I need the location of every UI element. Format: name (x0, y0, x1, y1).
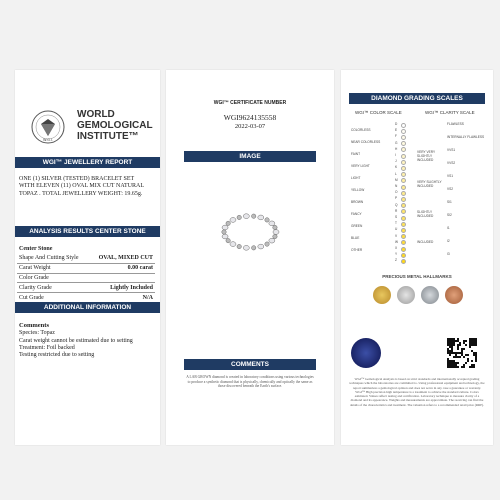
qr-module (463, 340, 465, 342)
bracelet-image (220, 210, 280, 265)
bracelet-link (265, 242, 269, 246)
qr-module (463, 356, 465, 358)
qr-module (447, 342, 449, 344)
color-grade-letter: D (395, 122, 398, 126)
clarity-grade: VS2 (447, 187, 454, 191)
color-grade-letter: J (395, 159, 397, 164)
qr-module (451, 366, 453, 368)
clarity-grade: SI1 (447, 200, 452, 204)
clarity-group-label: SLIGHTLY INCLUDED (417, 210, 434, 218)
qr-module (471, 366, 473, 368)
color-grade-letter: Q (395, 202, 398, 207)
clarity-grade: SI2 (447, 213, 452, 217)
color-swatch (401, 203, 406, 208)
qr-module (455, 356, 457, 358)
qr-module (471, 342, 473, 344)
clarity-group-label: INCLUDED (417, 240, 434, 244)
qr-module (451, 342, 453, 344)
org-line: INSTITUTE™ (77, 131, 139, 142)
report-panel (15, 70, 160, 445)
grading-scales-title: DIAMOND GRADING SCALES (349, 93, 485, 104)
qr-module (451, 350, 453, 352)
color-swatch (401, 234, 406, 239)
cert-number: WGI9624135558 (223, 113, 277, 122)
color-group-label: BLUE (351, 236, 360, 240)
logo-text: W.G.I. (43, 138, 53, 142)
qr-module (475, 344, 477, 346)
hallmarks-title: PRECIOUS METAL HALLMARKS (382, 274, 452, 279)
qr-module (451, 352, 453, 354)
qr-module (449, 366, 451, 368)
color-group-label: OTHER (351, 248, 363, 252)
comment-line: Carat weight cannot be estimated due to setting (19, 337, 133, 344)
qr-module (473, 354, 475, 356)
qr-module (455, 340, 457, 342)
bracelet-link (273, 230, 279, 235)
qr-module (451, 362, 453, 364)
qr-module (473, 364, 475, 366)
color-swatch (401, 209, 406, 214)
bracelet-link (258, 215, 264, 220)
color-group-label: GREEN (351, 224, 363, 228)
qr-module (465, 340, 467, 342)
qr-module (473, 342, 475, 344)
comment-line: Testing restricted due to setting (19, 352, 95, 359)
comment-line: Species: Topaz (19, 330, 55, 337)
color-swatch (401, 166, 406, 171)
color-swatch (401, 197, 406, 202)
color-grade-letter: N (395, 184, 398, 188)
qr-module (455, 352, 457, 354)
color-swatch (401, 147, 406, 152)
qr-module (471, 340, 473, 342)
qr-module (449, 354, 451, 356)
qr-module (449, 338, 451, 340)
qr-module (447, 362, 449, 364)
qr-module (471, 344, 473, 346)
color-grade-letter: V (395, 233, 398, 238)
qr-module (469, 344, 471, 346)
spec-label: Color Grade (17, 273, 89, 283)
qr-code-icon (447, 338, 477, 368)
table-row (17, 263, 155, 273)
qr-module (451, 348, 453, 350)
color-grade-letter: M (395, 177, 398, 182)
qr-module (449, 352, 451, 354)
qr-module (461, 348, 463, 350)
qr-module (457, 340, 459, 342)
disclaimer-text: A LAB GROWN diamond is created in laboratory conditions using various technologies to produce a synthetic diamond that is physically, chemically and optically the same as those discovered beneath the Earth's surface. (186, 375, 314, 389)
qr-module (453, 338, 455, 340)
color-swatch (401, 185, 406, 190)
qr-module (475, 360, 477, 362)
qr-module (473, 340, 475, 342)
color-grade-letter: I (395, 153, 396, 157)
qr-module (447, 338, 449, 340)
qr-module (451, 360, 453, 362)
bracelet-link (258, 244, 264, 249)
bracelet-link (265, 218, 269, 222)
qr-module (459, 344, 461, 346)
spec-value: Lightly Included (89, 283, 155, 293)
bracelet-link (252, 214, 256, 218)
color-grade-letter: R (395, 208, 398, 213)
qr-module (457, 366, 459, 368)
color-swatch (401, 259, 406, 264)
qr-module (453, 344, 455, 346)
color-swatch (401, 178, 406, 183)
color-group-label: BROWN (351, 200, 364, 204)
qr-module (473, 338, 475, 340)
gold-hallmark-icon (373, 286, 391, 304)
qr-module (447, 358, 449, 360)
color-swatch (401, 216, 406, 221)
table-row (17, 283, 155, 293)
qr-module (459, 352, 461, 354)
qr-module (449, 346, 451, 348)
qr-module (455, 366, 457, 368)
comments-section (19, 322, 133, 359)
qr-module (449, 362, 451, 364)
color-grade-letter: S (395, 215, 398, 219)
spec-value: 0.00 carat (89, 263, 155, 273)
clarity-scale-title: WGI™ CLARITY SCALE (425, 110, 475, 115)
hologram-seal-icon (351, 338, 381, 368)
qr-module (451, 344, 453, 346)
clarity-grade: VVS2 (447, 161, 456, 165)
qr-module (469, 346, 471, 348)
bracelet-link (243, 245, 249, 250)
bracelet-link (226, 221, 230, 225)
color-group-label: COLORLESS (351, 128, 371, 132)
color-swatch (401, 135, 406, 140)
qr-module (453, 340, 455, 342)
color-swatch (401, 123, 406, 128)
qr-module (463, 348, 465, 350)
qr-module (449, 342, 451, 344)
clarity-grade: FLAWLESS (447, 122, 464, 126)
table-row (17, 293, 155, 303)
qr-module (475, 342, 477, 344)
comments-label: Comments (19, 322, 49, 329)
qr-module (475, 358, 477, 360)
qr-module (457, 346, 459, 348)
color-group-label: FAINT (351, 152, 361, 156)
qr-module (463, 342, 465, 344)
color-swatch (401, 253, 406, 258)
analysis-title: ANALYSIS RESULTS CENTER STONE (15, 226, 160, 237)
qr-module (451, 338, 453, 340)
clarity-grade: I2 (447, 239, 450, 243)
qr-module (457, 362, 459, 364)
clarity-group-label: VERY VERY SLIGHTLY INCLUDED (417, 150, 436, 162)
qr-module (465, 354, 467, 356)
color-grade-letter: H (395, 146, 398, 151)
center-stone-label: Center Stone (19, 246, 53, 252)
org-line: GEMOLOGICAL (77, 120, 153, 131)
qr-module (475, 356, 477, 358)
color-grade-letter: Y (395, 252, 398, 257)
qr-module (447, 340, 449, 342)
bracelet-link (222, 225, 228, 230)
spec-label: Shape And Cutting Style (17, 254, 89, 263)
qr-module (475, 338, 477, 340)
qr-module (449, 340, 451, 342)
item-description (19, 176, 156, 198)
color-grade-letter: T (395, 221, 397, 226)
bracelet-link (237, 215, 241, 219)
qr-module (457, 352, 459, 354)
qr-module (469, 338, 471, 340)
color-swatch (401, 129, 406, 134)
color-group-label: FANCY (351, 212, 362, 216)
description-line: WITH ELEVEN (11) OVAL MIX CUT NATURAL (19, 183, 144, 190)
bracelet-link (226, 238, 230, 242)
qr-module (467, 360, 469, 362)
qr-module (455, 354, 457, 356)
qr-module (473, 366, 475, 368)
qr-module (475, 352, 477, 354)
color-swatch (401, 160, 406, 165)
qr-module (455, 364, 457, 366)
color-group-label: LIGHT (351, 176, 361, 180)
spec-value (89, 273, 155, 283)
qr-module (449, 350, 451, 352)
bracelet-link (273, 234, 277, 238)
rose-gold-hallmark-icon (445, 286, 463, 304)
wgi-logo (31, 110, 65, 144)
org-name (77, 109, 153, 142)
platinum-hallmark-icon (421, 286, 439, 304)
color-scale-title: WGI™ COLOR SCALE (355, 110, 402, 115)
qr-module (449, 344, 451, 346)
qr-module (467, 358, 469, 360)
comments-title: COMMENTS (184, 359, 316, 370)
bracelet-link (269, 221, 275, 226)
qr-module (447, 348, 449, 350)
qr-module (451, 340, 453, 342)
comment-line: Treatment: Foil backed (19, 344, 75, 351)
additional-info-title: ADDITIONAL INFORMATION (15, 302, 160, 313)
color-grade-letter: U (395, 227, 398, 232)
color-swatch (401, 222, 406, 227)
spec-label: Carat Weight (17, 263, 89, 273)
color-swatch (401, 247, 406, 252)
cert-date: 2022-03-07 (234, 123, 266, 130)
qr-module (447, 344, 449, 346)
color-grade-letter: P (395, 196, 398, 201)
image-title: IMAGE (184, 151, 316, 162)
qr-module (467, 354, 469, 356)
spec-value: N/A (89, 293, 155, 303)
spec-label: Cut Grade (17, 293, 89, 303)
qr-module (447, 350, 449, 352)
qr-module (463, 364, 465, 366)
qr-module (447, 366, 449, 368)
color-group-label: NEAR COLORLESS (351, 140, 381, 144)
qr-module (461, 352, 463, 354)
clarity-grade: I3 (447, 252, 450, 256)
qr-module (453, 360, 455, 362)
description-line: ONE (1) SILVER (TESTED) BRACELET SET (19, 176, 135, 182)
qr-module (475, 340, 477, 342)
bracelet-link (230, 242, 236, 247)
color-swatch (401, 172, 406, 177)
qr-module (453, 356, 455, 358)
bracelet-link (243, 214, 249, 219)
qr-module (447, 352, 449, 354)
color-swatch (401, 141, 406, 146)
color-grade-letter: G (395, 140, 398, 145)
color-grade-letter: F (395, 134, 397, 139)
qr-module (473, 344, 475, 346)
qr-module (457, 356, 459, 358)
qr-module (447, 360, 449, 362)
spec-table (17, 254, 155, 303)
color-swatch (401, 191, 406, 196)
description-line: TOPAZ . TOTAL JEWELLERY WEIGHT: 19.65g. (19, 190, 143, 197)
qr-module (447, 364, 449, 366)
qr-module (463, 366, 465, 368)
qr-module (451, 364, 453, 366)
color-grade-letter: X (395, 246, 398, 250)
qr-module (461, 354, 463, 356)
qr-module (469, 342, 471, 344)
bracelet-link (222, 234, 228, 239)
color-grade-letter: Z (395, 258, 397, 263)
qr-module (455, 362, 457, 364)
report-title: WGI™ JEWELLERY REPORT (15, 157, 160, 168)
clarity-grade: INTERNALLY FLAWLESS (447, 135, 485, 139)
qr-module (473, 352, 475, 354)
grading-scales-panel (341, 70, 493, 445)
bracelet-link (230, 218, 236, 223)
qr-module (469, 340, 471, 342)
qr-module (453, 366, 455, 368)
qr-module (465, 344, 467, 346)
bracelet-link (237, 244, 241, 248)
cert-number-label: WGI™ CERTIFICATE NUMBER (213, 100, 287, 106)
qr-module (453, 352, 455, 354)
qr-module (459, 342, 461, 344)
qr-module (469, 366, 471, 368)
qr-module (465, 362, 467, 364)
qr-module (475, 354, 477, 356)
qr-module (459, 356, 461, 358)
color-grade-letter: L (395, 171, 397, 176)
qr-module (461, 350, 463, 352)
silver-hallmark-icon (397, 286, 415, 304)
color-grade-letter: E (395, 128, 398, 133)
qr-module (471, 360, 473, 362)
color-group-label: VERY LIGHT (351, 164, 370, 168)
qr-module (471, 364, 473, 366)
qr-module (451, 346, 453, 348)
clarity-group-label: VERY SLIGHTLY INCLUDED (417, 180, 442, 188)
qr-module (449, 360, 451, 362)
bracelet-link (269, 238, 275, 243)
bracelet-link (222, 230, 226, 234)
table-row (17, 273, 155, 283)
spec-value: OVAL, MIXED CUT (89, 254, 155, 263)
qr-module (461, 366, 463, 368)
clarity-grade: I1 (447, 226, 450, 230)
color-grade-letter: W (395, 239, 399, 244)
qr-module (457, 344, 459, 346)
color-swatch (401, 154, 406, 159)
color-grade-letter: K (395, 165, 398, 170)
clarity-grade: VS1 (447, 174, 454, 178)
spec-label: Clarity Grade (17, 283, 89, 293)
clarity-grade: VVS1 (447, 148, 456, 152)
qr-module (457, 348, 459, 350)
color-swatch (401, 228, 406, 233)
org-line: WORLD (77, 109, 115, 120)
qr-module (471, 338, 473, 340)
color-grade-letter: O (395, 190, 398, 195)
certificate-panel (166, 70, 334, 445)
table-row (17, 254, 155, 263)
qr-module (449, 364, 451, 366)
qr-module (471, 350, 473, 352)
bracelet-link (252, 246, 256, 250)
qr-module (453, 364, 455, 366)
bracelet-link (273, 225, 277, 229)
qr-module (457, 338, 459, 340)
qr-module (453, 362, 455, 364)
fine-print: WGI™ Gemological Analysis is based on strict standards and internationally accepted grading techniques which the laboratories are committed to. Using professional equipment and technology, the report summarizes a gemological opinion and does not serve in any case a guarantee or warranty. WGI™ High precision high temperature is a treatment to achieve the standard culture. Colors estimated. Values reflect testing and certification. Laboratory technique to measure clarity of a diamond and its appearance. Weights and measurements are approximate. The receiving can find the details of the characteristics and treatment. The valuation refers to a recommended retail price (RRP). (349, 377, 485, 407)
color-group-label: YELLOW (351, 188, 365, 192)
color-swatch (401, 240, 406, 245)
qr-module (453, 342, 455, 344)
